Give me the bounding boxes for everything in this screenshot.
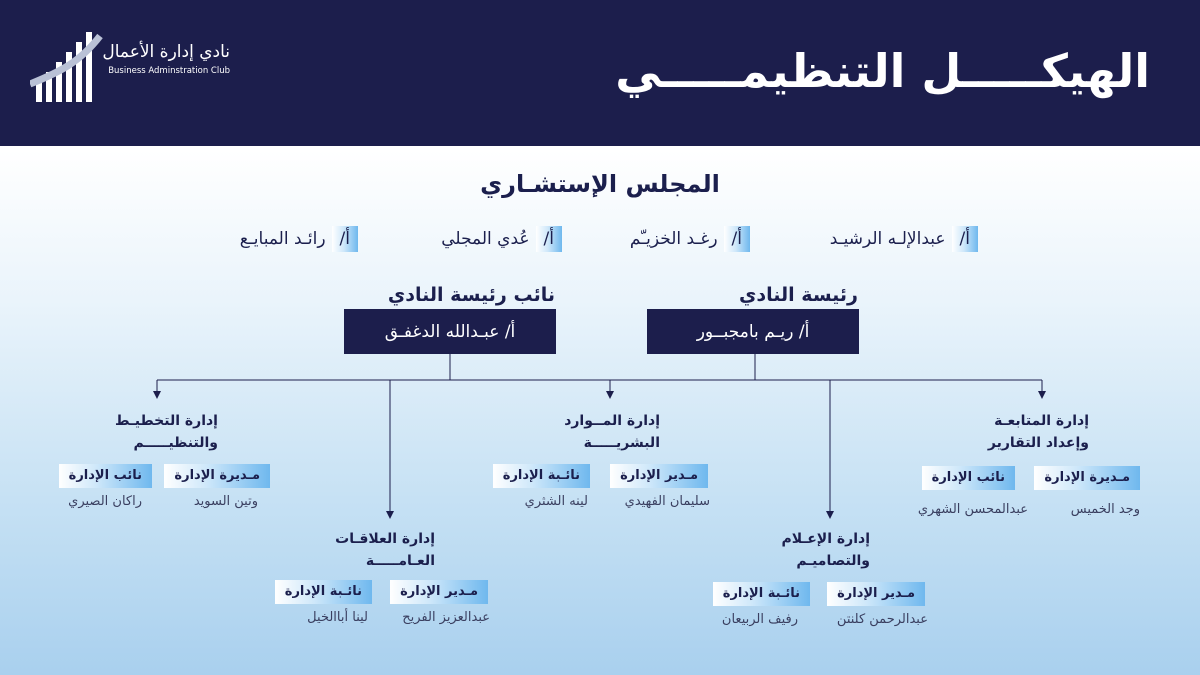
followup-head-name: وجد الخميس: [1070, 502, 1140, 517]
dept-media-title: [782, 528, 870, 572]
member-name: عُدي المجلي: [441, 229, 530, 249]
hr-deputy-name: لينه الشثري: [524, 494, 588, 509]
member-name: عبدالإلـه الرشيـد: [829, 229, 946, 249]
followup-deputy-badge: نائب الإدارة: [922, 466, 1015, 490]
dept-followup-title: [988, 410, 1089, 454]
hr-head-name: سليمان الفهيدي: [624, 494, 710, 509]
dept-pr-title: [335, 528, 435, 572]
followup-head-badge: مـديرة الإدارة: [1034, 466, 1140, 490]
pr-deputy-name: لينا أباالخيل: [307, 610, 368, 625]
dept-title-line: والتصاميـم: [796, 553, 870, 569]
member-name: رغـد الخزيـّم: [629, 229, 718, 249]
pr-deputy-badge: نائـبة الإدارة: [275, 580, 372, 604]
pr-head-name: عبدالعزيز الفريح: [402, 610, 490, 625]
logo-english-name: Business Adminstration Club: [108, 66, 230, 76]
member-prefix: أ/: [724, 226, 750, 252]
vice-president-title: نائب رئيسة النادي: [387, 284, 555, 306]
dept-title-line: العـامـــــة: [365, 553, 435, 569]
dept-title-line: إدارة المــوارد: [564, 413, 660, 429]
page-title: الهيكـــــل التنظيمـــــي: [615, 44, 1150, 98]
media-deputy-name: رفيف الربيعان: [721, 612, 798, 627]
dept-title-line: إدارة الإعـلام: [781, 531, 870, 547]
president-title: رئيسة النادي: [738, 284, 858, 306]
dept-title-line: إدارة التخطيـط: [115, 413, 218, 429]
member-name: رائـد المبايـع: [239, 229, 326, 249]
planning-deputy-name: راكان الصيري: [68, 494, 142, 509]
media-head-badge: مـدير الإدارة: [827, 582, 925, 606]
logo-arabic-name: نادي إدارة الأعمال: [102, 42, 230, 62]
advisory-council-title: المجلس الإستشـاري: [480, 170, 720, 198]
member-prefix: أ/: [536, 226, 562, 252]
planning-head-name: وتين السويد: [193, 494, 258, 509]
hr-head-badge: مـدير الإدارة: [610, 464, 708, 488]
dept-title-line: إدارة المتابعـة: [994, 413, 1089, 429]
dept-title-line: البشريـــــة: [583, 435, 660, 451]
hr-deputy-badge: نائـبة الإدارة: [493, 464, 590, 488]
dept-hr-title: [564, 410, 660, 454]
dept-title-line: وإعداد التقارير: [987, 435, 1089, 451]
dept-title-line: إدارة العلاقـات: [335, 531, 435, 547]
member-prefix: أ/: [332, 226, 358, 252]
pr-head-badge: مـدير الإدارة: [390, 580, 488, 604]
followup-deputy-name: عبدالمحسن الشهري: [917, 502, 1028, 517]
president-name-box: أ/ ريـم بامجبــور: [647, 309, 859, 354]
dept-planning-title: [115, 410, 218, 454]
vice-president-name-box: أ/ عبـدالله الدغفـق: [344, 309, 556, 354]
planning-head-badge: مـديرة الإدارة: [164, 464, 270, 488]
planning-deputy-badge: نائب الإدارة: [59, 464, 152, 488]
media-head-name: عبدالرحمن كلنتن: [836, 612, 928, 627]
member-prefix: أ/: [952, 226, 978, 252]
dept-title-line: والتنظيـــــم: [133, 435, 218, 451]
media-deputy-badge: نائـبة الإدارة: [713, 582, 810, 606]
